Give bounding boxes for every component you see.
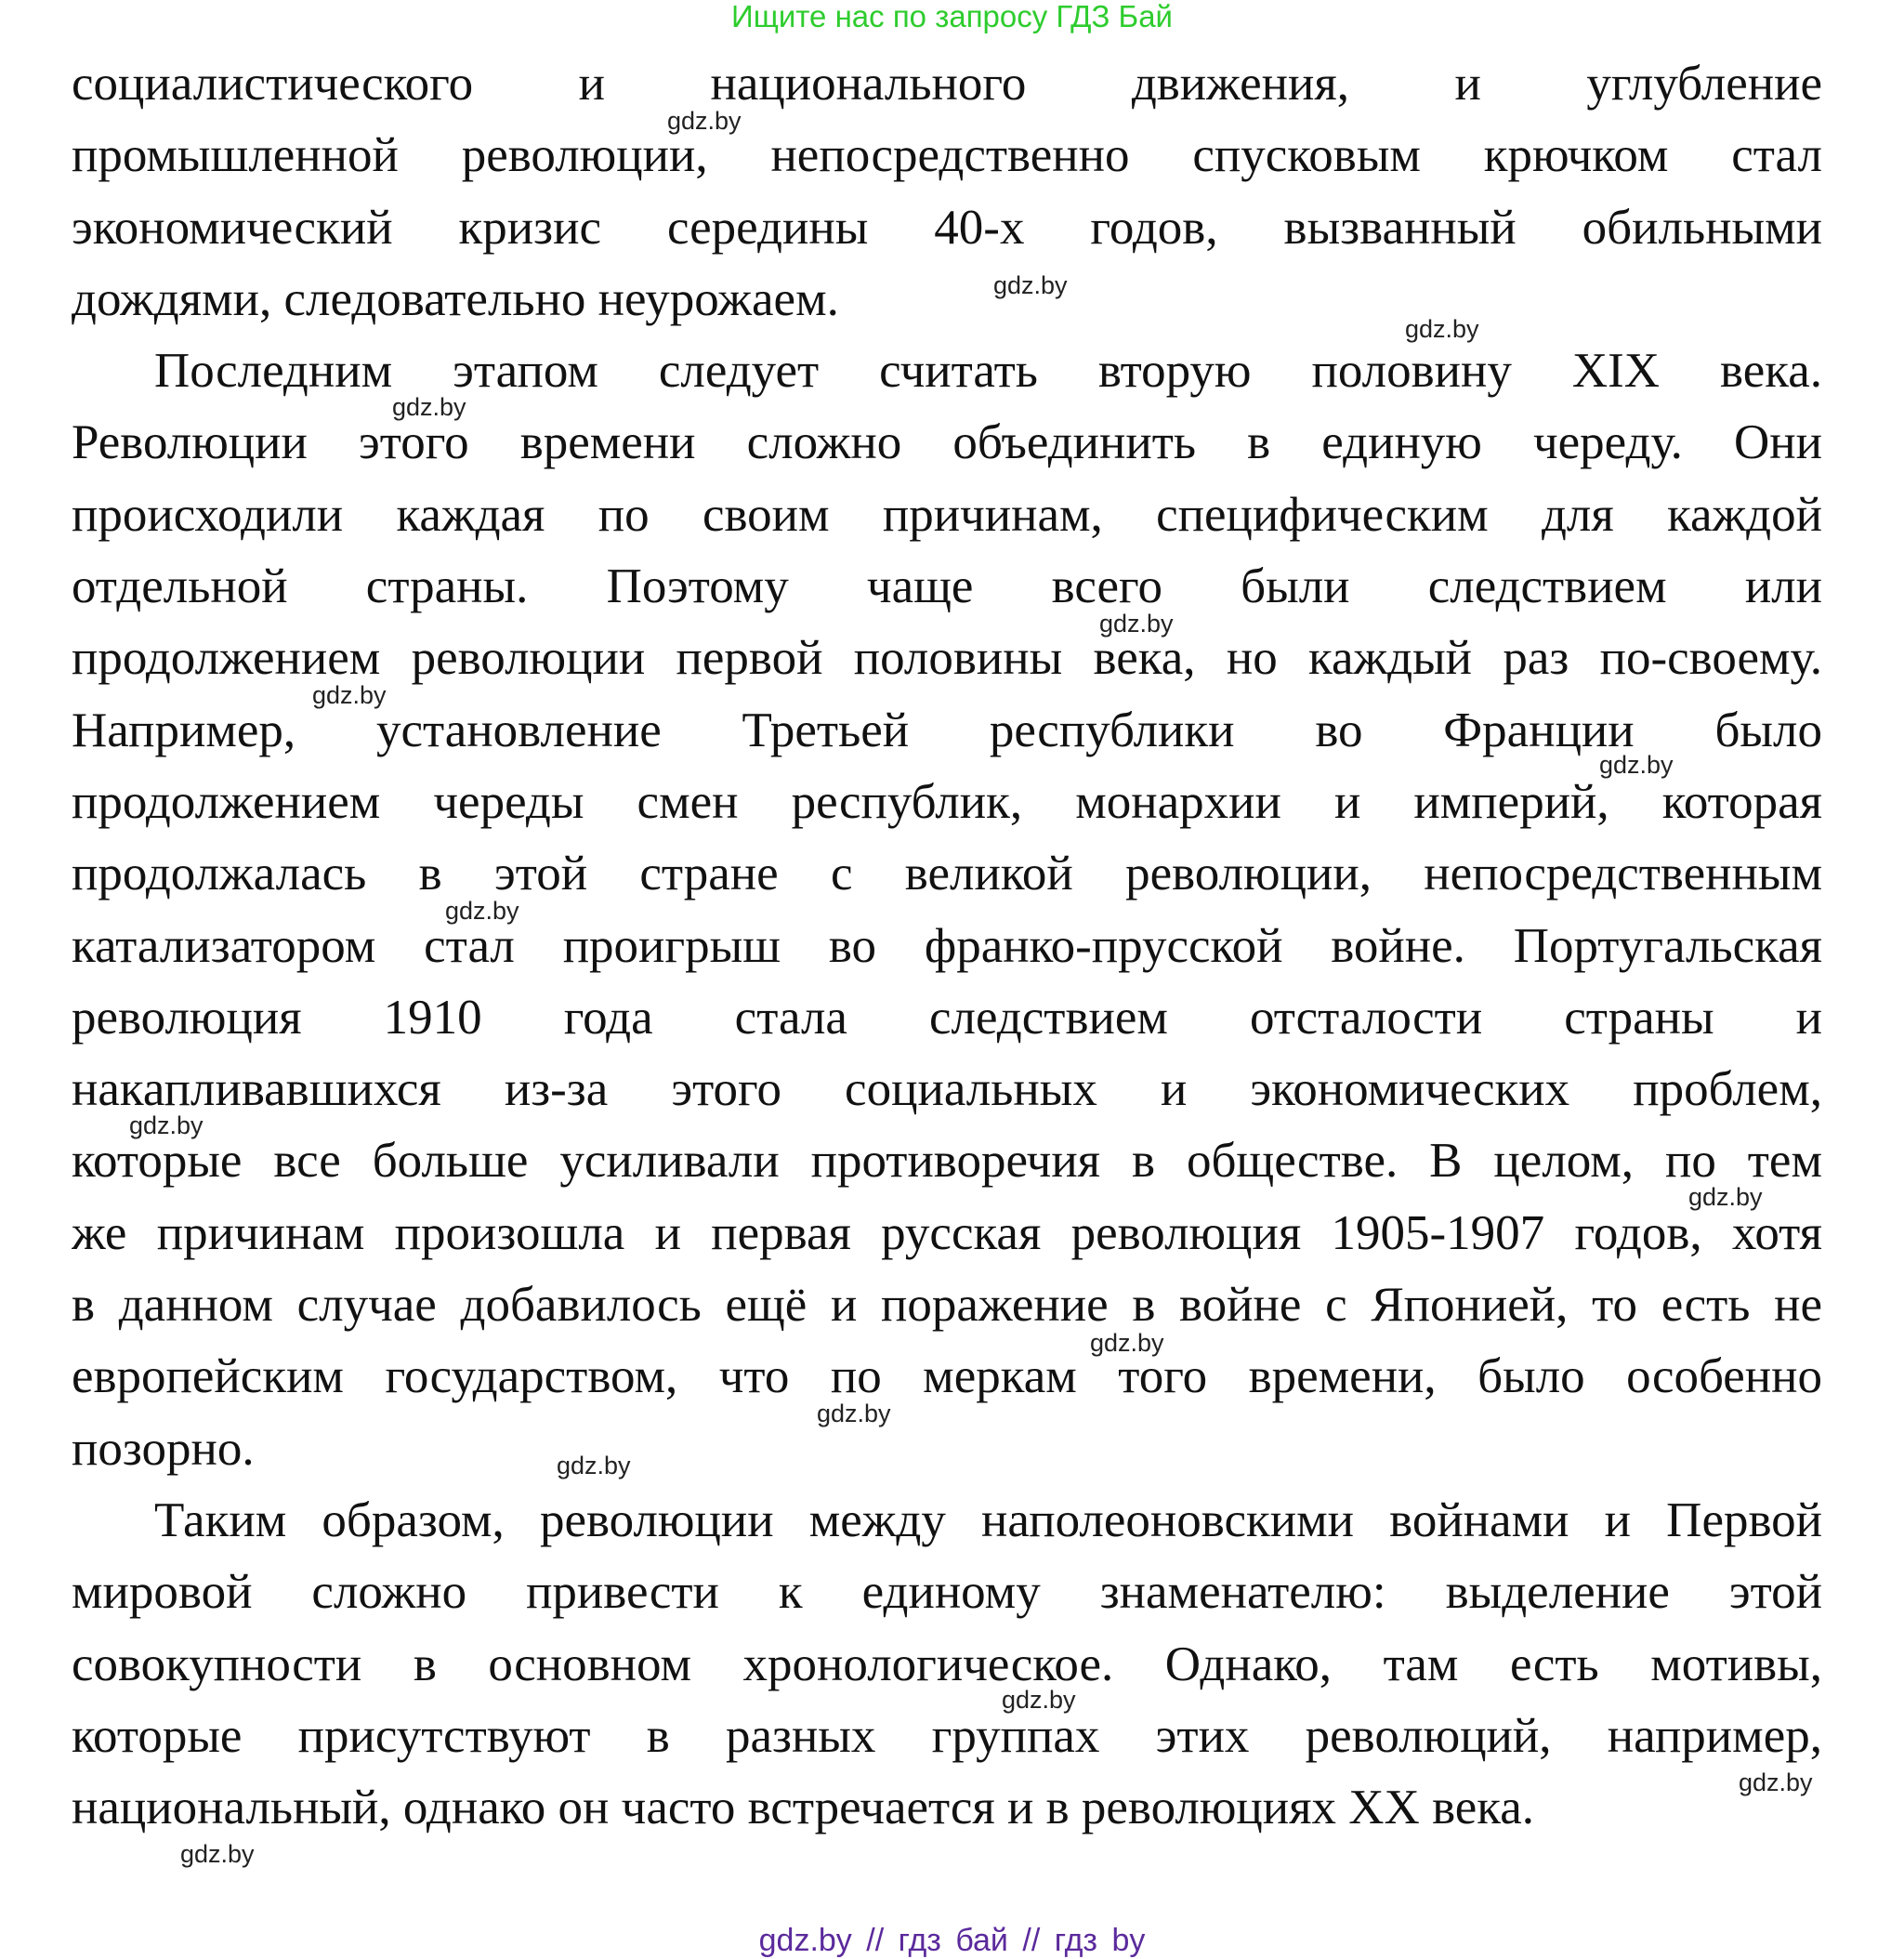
site-footer-links: gdz.by // гдз бай // гдз by: [758, 1923, 1146, 1958]
text-line: Последним этапом следует считать вторую половину XIX века.: [154, 344, 1822, 399]
text-line: социалистического и национального движения, и углубление: [72, 57, 1822, 111]
watermark: gdz.by: [129, 1111, 204, 1139]
promo-header: Ищите нас по запросу ГДЗ Бай: [731, 0, 1173, 33]
text-line: накапливавшихся из-за этого социальных и экономических проблем,: [72, 1062, 1822, 1117]
text-line: национальный, однако он часто встречается и в революциях XX века.: [72, 1781, 1535, 1835]
watermark: gdz.by: [180, 1840, 255, 1868]
text-line: катализатором стал проигрыш во франко-прусской войне. Португальская: [72, 918, 1822, 973]
text-line: европейским государством, что по меркам того времени, было особенно: [72, 1349, 1822, 1404]
text-line: позорно.: [72, 1421, 255, 1476]
watermark: gdz.by: [1688, 1183, 1763, 1211]
watermark: gdz.by: [1739, 1768, 1813, 1796]
watermark: gdz.by: [312, 681, 387, 709]
watermark: gdz.by: [1099, 610, 1174, 638]
text-line: дождями, следовательно неурожаем.: [72, 271, 839, 326]
watermark: gdz.by: [667, 107, 742, 135]
watermark: gdz.by: [1002, 1686, 1076, 1714]
text-line: продолжалась в этой стране с великой революции, непосредственным: [72, 847, 1822, 901]
text-line: продолжением череды смен республик, монархии и империй, которая: [72, 774, 1822, 829]
watermark: gdz.by: [1405, 315, 1479, 343]
text-line: в данном случае добавилось ещё и поражение в войне с Японией, то есть не: [72, 1278, 1822, 1333]
text-line: экономический кризис середины 40-х годов, вызванный обильными: [72, 200, 1822, 255]
text-line: промышленной революции, непосредственно спусковым крючком стал: [72, 128, 1822, 183]
text-line: отдельной страны. Поэтому чаще всего были следствием или: [72, 559, 1822, 614]
watermark: gdz.by: [392, 393, 466, 421]
text-line: Революции этого времени сложно объединить в единую череду. Они: [72, 415, 1822, 470]
watermark: gdz.by: [817, 1400, 891, 1427]
text-line: революция 1910 года стала следствием отсталости страны и: [72, 990, 1822, 1045]
text-line: которые присутствуют в разных группах этих революций, например,: [72, 1708, 1822, 1763]
text-line: мировой сложно привести к единому знаменателю: выделение этой: [72, 1565, 1822, 1620]
text-line: совокупности в основном хронологическое. Однако, там есть мотивы,: [72, 1637, 1822, 1691]
text-line: Например, установление Третьей республики во Франции было: [72, 703, 1822, 757]
text-line: происходили каждая по своим причинам, специфическим для каждой: [72, 487, 1822, 542]
watermark: gdz.by: [1599, 751, 1674, 779]
watermark: gdz.by: [1090, 1329, 1164, 1357]
watermark: gdz.by: [993, 271, 1068, 299]
text-line: которые все больше усиливали противоречия в обществе. В целом, по тем: [72, 1134, 1822, 1189]
text-line: продолжением революции первой половины века, но каждый раз по-своему.: [72, 631, 1822, 686]
document-body: [72, 48, 1822, 1844]
watermark: gdz.by: [445, 897, 519, 925]
watermark: gdz.by: [557, 1452, 631, 1479]
text-line: же причинам произошла и первая русская революция 1905-1907 годов, хотя: [72, 1205, 1822, 1260]
text-line: Таким образом, революции между наполеоновскими войнами и Первой: [154, 1492, 1822, 1547]
